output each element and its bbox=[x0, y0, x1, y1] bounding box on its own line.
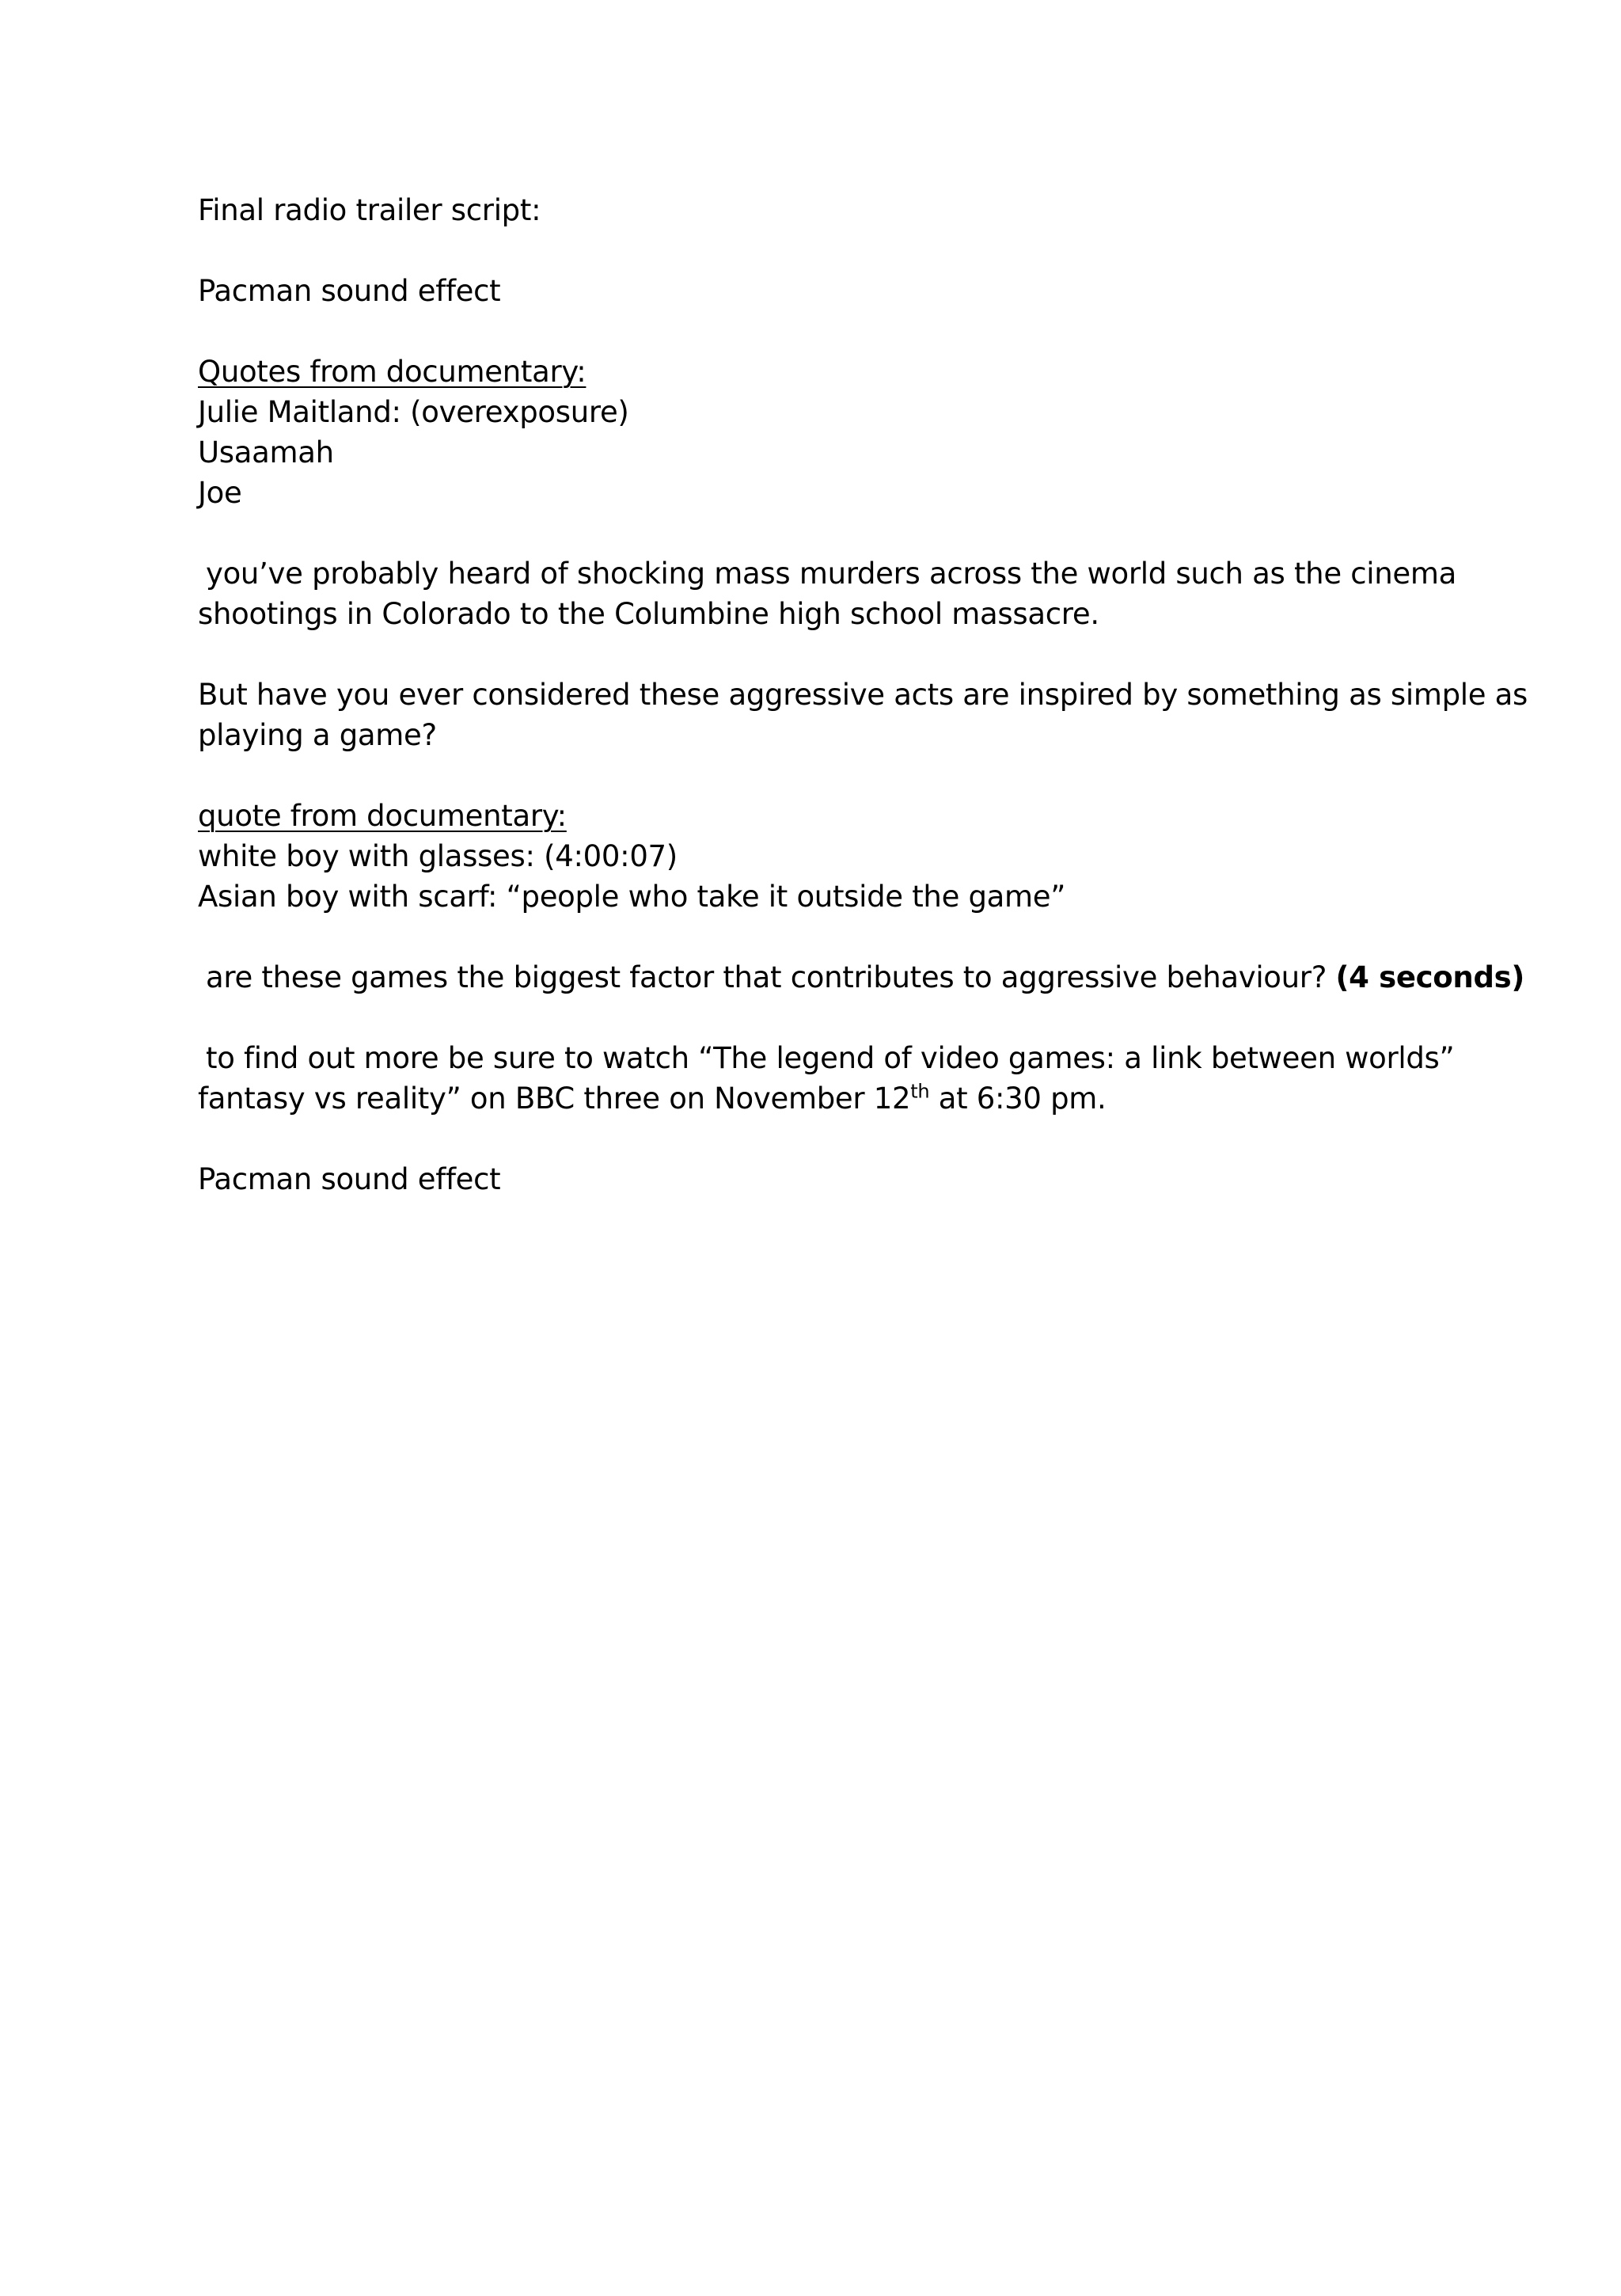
quotes-block-2 bbox=[198, 796, 1433, 917]
paragraph-text: at 6:30 pm. bbox=[929, 1081, 1107, 1116]
paragraph-text: fantasy vs reality” on BBC three on November 12 bbox=[198, 1081, 911, 1116]
ordinal-suffix: th bbox=[910, 1080, 930, 1103]
quote-item: Asian boy with scarf: “people who take it outside the game” bbox=[198, 880, 1066, 914]
document-body bbox=[198, 190, 1528, 1240]
paragraph-biggest-factor bbox=[198, 957, 1524, 998]
paragraph-find-out-more bbox=[198, 1038, 1455, 1119]
paragraph-line: you’ve probably heard of shocking mass murders across the world such as the cinema bbox=[206, 557, 1457, 591]
sound-effect-outro bbox=[198, 1159, 1433, 1199]
paragraph-text: are these games the biggest factor that contributes to aggressive behaviour? bbox=[206, 960, 1327, 994]
quote-item: Julie Maitland: (overexposure) bbox=[198, 395, 629, 429]
quote-item: Usaamah bbox=[198, 435, 334, 469]
document-title bbox=[198, 190, 1433, 230]
paragraph-considered bbox=[198, 675, 1528, 755]
paragraph-line: to find out more be sure to watch “The legend of video games: a link between worlds” bbox=[206, 1041, 1455, 1075]
duration-note: (4 seconds) bbox=[1335, 960, 1524, 994]
title-text: Final radio trailer script: bbox=[198, 193, 541, 227]
paragraph-mass-murders bbox=[198, 553, 1457, 634]
quote-item: white boy with glasses: (4:00:07) bbox=[198, 839, 678, 873]
paragraph-line: shootings in Colorado to the Columbine high school massacre. bbox=[198, 597, 1099, 631]
quote-item: Joe bbox=[198, 476, 242, 510]
paragraph-line bbox=[206, 957, 1524, 998]
paragraph-line bbox=[198, 1078, 1433, 1119]
quotes-block-1 bbox=[198, 352, 1433, 513]
sound-effect-outro-text: Pacman sound effect bbox=[198, 1162, 501, 1196]
sound-effect-intro-text: Pacman sound effect bbox=[198, 274, 501, 308]
quotes-heading-2: quote from documentary: bbox=[198, 799, 567, 833]
quotes-heading-1: Quotes from documentary: bbox=[198, 355, 587, 389]
paragraph-line: But have you ever considered these aggressive acts are inspired by something as simple as bbox=[198, 678, 1528, 712]
paragraph-line: playing a game? bbox=[198, 718, 437, 752]
sound-effect-intro bbox=[198, 271, 1433, 311]
